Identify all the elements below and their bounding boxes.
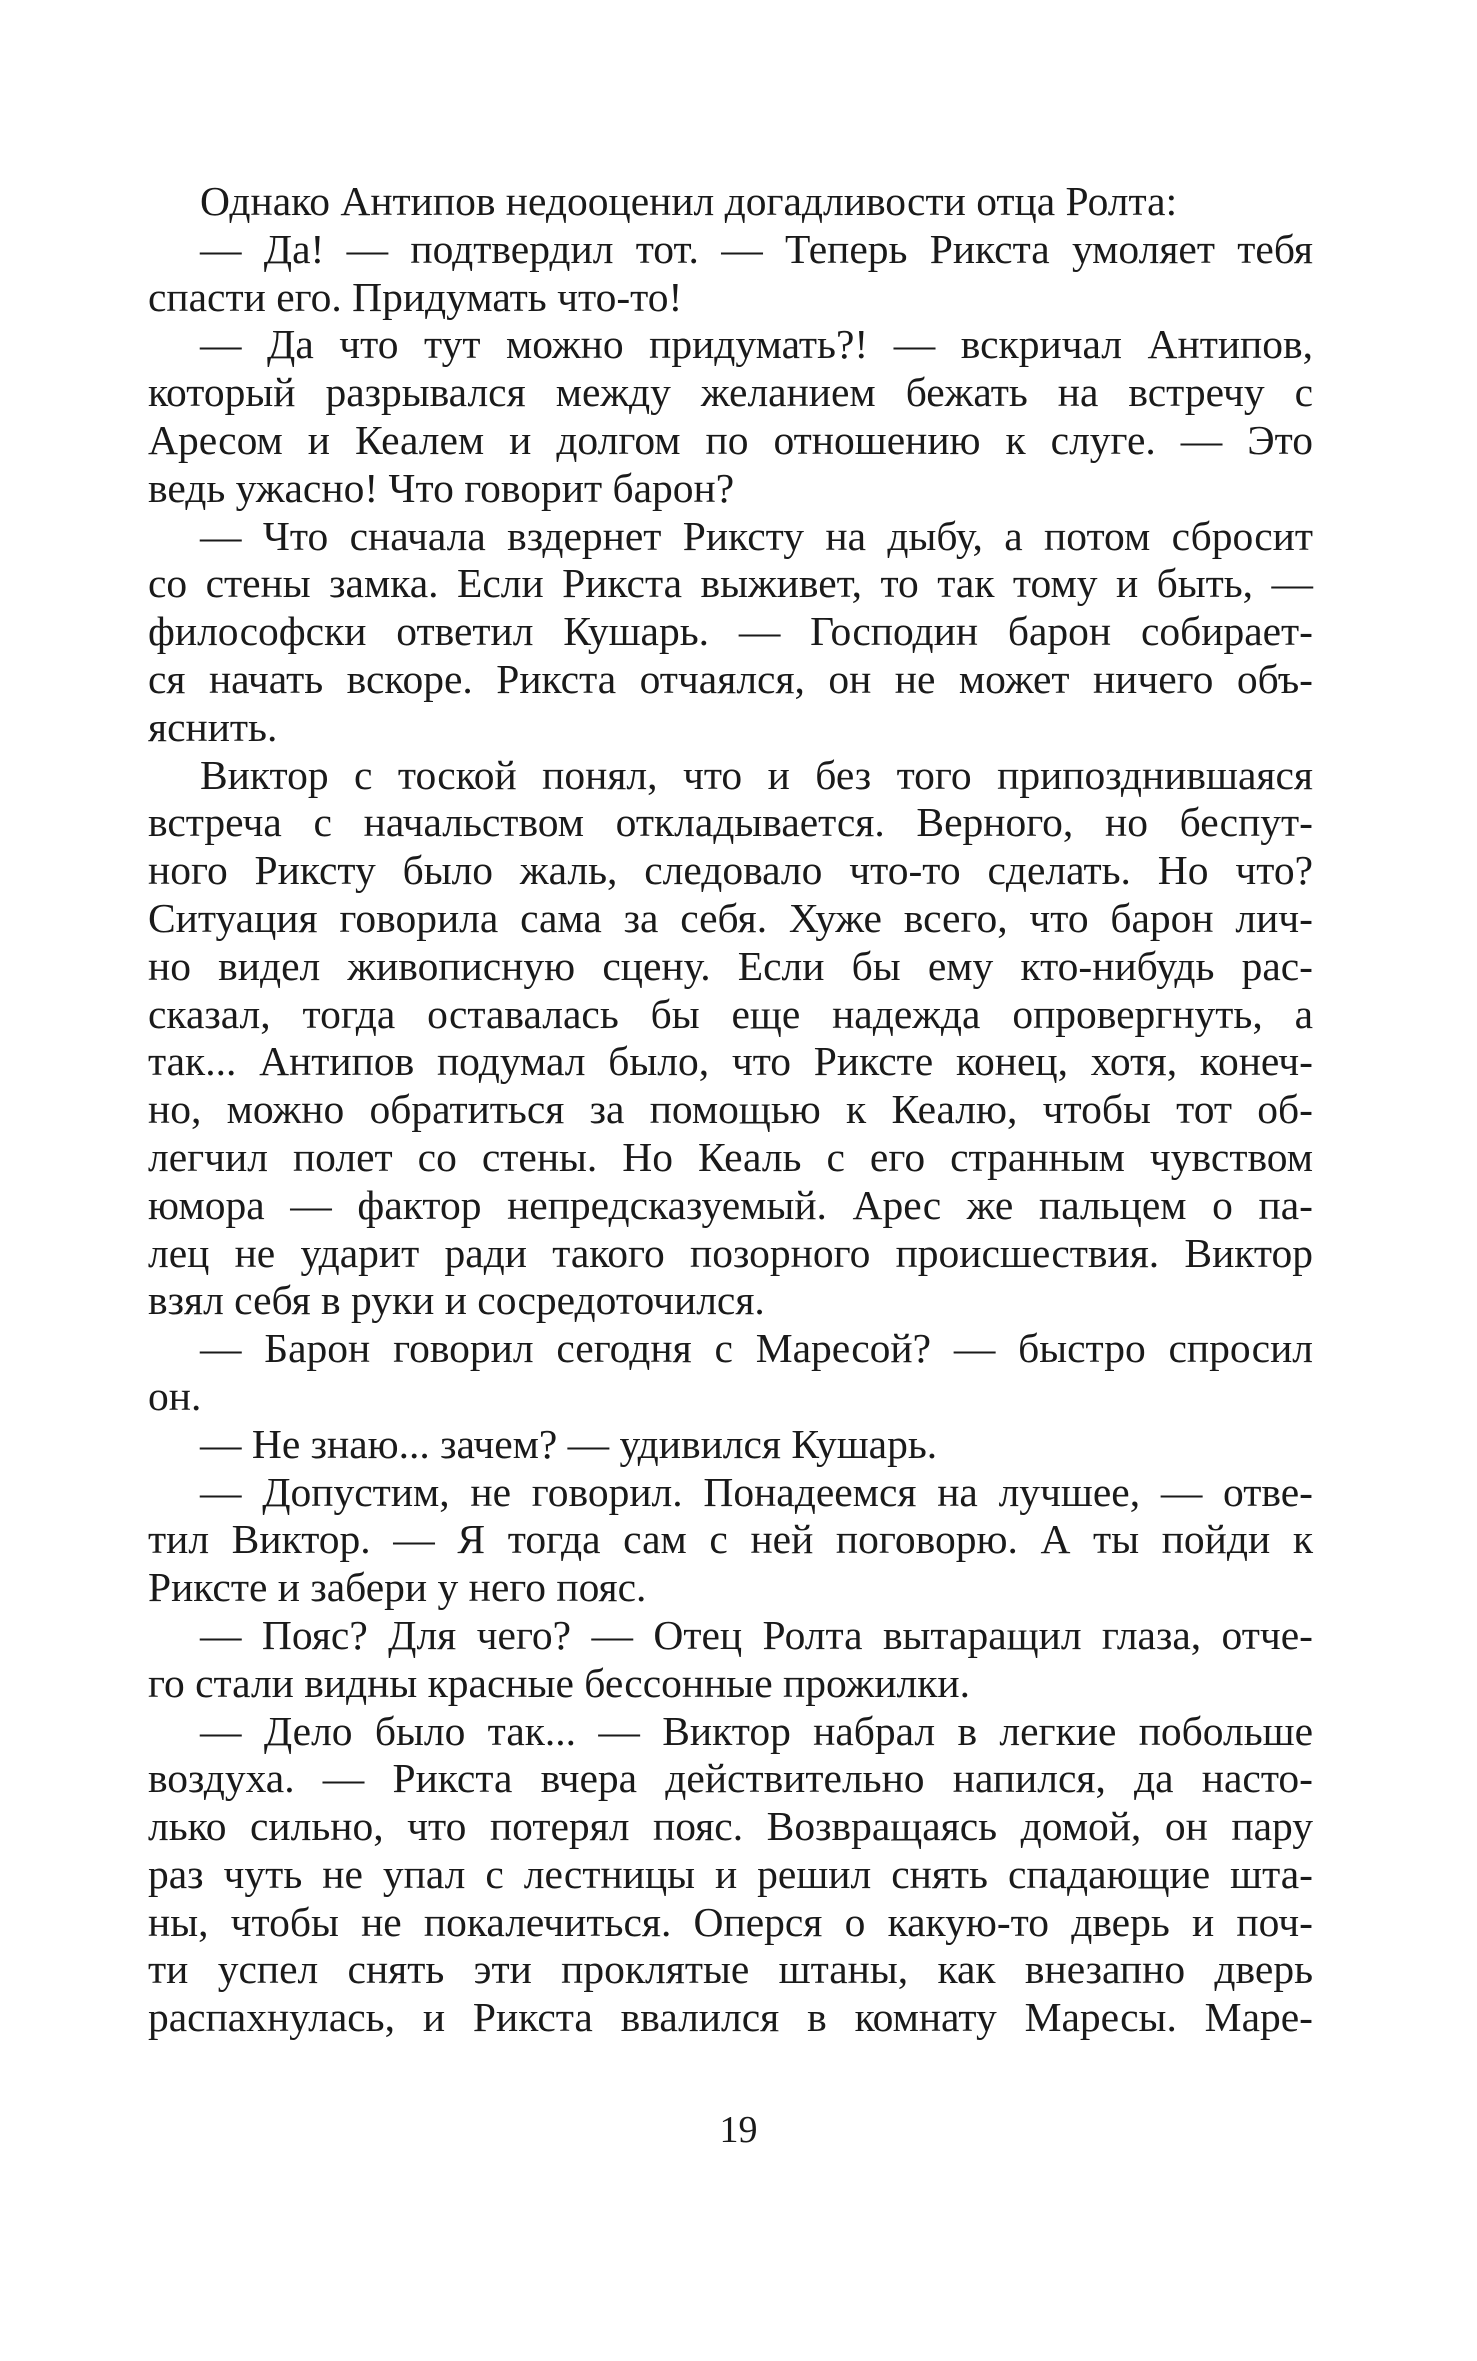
text-line: взял себя в руки и сосредоточился. [148, 1277, 765, 1324]
text-line: встреча с начальством откладывается. Верного, но беспут- [148, 799, 1313, 846]
text-line: который разрывался между желанием бежать на встречу с [148, 369, 1313, 416]
text-line: со стены замка. Если Рикста выживет, то так тому и быть, — [148, 560, 1313, 607]
text-line: он. [148, 1372, 202, 1419]
text-line: но видел живописную сцену. Если бы ему кто-нибудь рас- [148, 942, 1313, 989]
text-line: — Да! — подтвердил тот. — Теперь Рикста умоляет тебя [200, 225, 1313, 272]
text-line: ного Риксту было жаль, следовало что-то сделать. Но что? [148, 847, 1313, 894]
text-line: ведь ужасно! Что говорит барон? [148, 464, 735, 511]
text-line: — Барон говорил сегодня с Маресой? — быстро спросил [200, 1325, 1313, 1372]
text-line: тил Виктор. — Я тогда сам с ней поговорю. А ты пойди к [148, 1516, 1313, 1563]
text-line: юмора — фактор непредсказуемый. Арес же пальцем о па- [148, 1181, 1313, 1228]
text-line: — Дело было так... — Виктор набрал в легкие побольше [200, 1707, 1313, 1754]
text-line: но, можно обратиться за помощью к Кеалю, чтобы тот об- [148, 1086, 1313, 1133]
text-line: го стали видны красные бессонные прожилки. [148, 1659, 970, 1706]
text-line: Виктор с тоской понял, что и без того припозднившаяся [200, 751, 1313, 798]
body-text [148, 178, 1313, 2042]
text-line: лько сильно, что потерял пояс. Возвращаясь домой, он пару [148, 1803, 1313, 1850]
text-line: яснить. [148, 703, 278, 750]
text-line: сказал, тогда оставалась бы еще надежда опровергнуть, а [148, 990, 1313, 1037]
text-line: Ситуация говорила сама за себя. Хуже всего, что барон лич- [148, 894, 1313, 941]
text-line: воздуха. — Рикста вчера действительно напился, да насто- [148, 1755, 1313, 1802]
text-line: Аресом и Кеалем и долгом по отношению к слуге. — Это [148, 416, 1313, 463]
text-line: раз чуть не упал с лестницы и решил снять спадающие шта- [148, 1850, 1313, 1897]
text-line: философски ответил Кушарь. — Господин барон собирает- [148, 608, 1313, 655]
text-line: так... Антипов подумал было, что Риксте конец, хотя, конеч- [148, 1038, 1313, 1085]
text-line: — Что сначала вздернет Риксту на дыбу, а потом сбросит [200, 512, 1313, 559]
text-line: ся начать вскоре. Рикста отчаялся, он не может ничего объ- [148, 655, 1313, 702]
text-line: — Да что тут можно придумать?! — вскричал Антипов, [200, 321, 1313, 368]
text-line: лец не ударит ради такого позорного происшествия. Виктор [148, 1229, 1313, 1276]
text-line: спасти его. Придумать что-то! [148, 273, 683, 320]
text-line: распахнулась, и Рикста ввалился в комнату Маресы. Маре- [148, 1994, 1313, 2041]
text-line: — Не знаю... зачем? — удивился Кушарь. [200, 1420, 938, 1467]
text-line: — Допустим, не говорил. Понадеемся на лучшее, — отве- [200, 1468, 1313, 1515]
text-line: легчил полет со стены. Но Кеаль с его странным чувством [148, 1133, 1313, 1180]
text-line: Однако Антипов недооценил догадливости отца Ролта: [200, 178, 1178, 224]
text-line: — Пояс? Для чего? — Отец Ролта вытаращил глаза, отче- [200, 1611, 1313, 1658]
text-line: ти успел снять эти проклятые штаны, как внезапно дверь [148, 1946, 1313, 1993]
text-line: Риксте и забери у него пояс. [148, 1564, 647, 1611]
page-number: 19 [719, 2109, 758, 2151]
text-line: ны, чтобы не покалечиться. Оперся о какую-то дверь и поч- [148, 1898, 1313, 1945]
